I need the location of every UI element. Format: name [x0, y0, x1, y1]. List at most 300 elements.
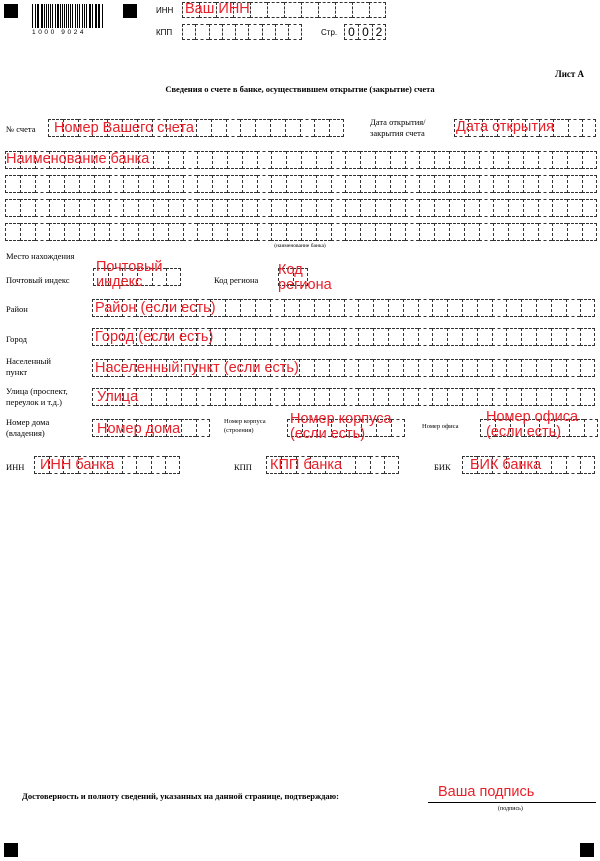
- input-cell[interactable]: [506, 328, 521, 346]
- input-cell[interactable]: [344, 388, 359, 406]
- input-cell[interactable]: [314, 328, 329, 346]
- input-cell[interactable]: [567, 175, 582, 193]
- input-cell[interactable]: [568, 119, 582, 137]
- input-cell[interactable]: [329, 119, 344, 137]
- input-cell[interactable]: [196, 419, 211, 437]
- input-cell[interactable]: [331, 151, 346, 169]
- input-cell[interactable]: [419, 223, 434, 241]
- input-cell[interactable]: [390, 223, 405, 241]
- input-cell[interactable]: [536, 359, 551, 377]
- input-cell[interactable]: [464, 151, 479, 169]
- signature-line[interactable]: [428, 802, 596, 803]
- input-cell[interactable]: [257, 199, 272, 217]
- input-cell[interactable]: [508, 151, 523, 169]
- input-cell[interactable]: [345, 223, 360, 241]
- input-cell[interactable]: [360, 151, 375, 169]
- input-cell[interactable]: [403, 388, 418, 406]
- input-cell[interactable]: [551, 328, 566, 346]
- input-cell[interactable]: [109, 199, 124, 217]
- input-cell[interactable]: [314, 388, 329, 406]
- input-cell[interactable]: [329, 359, 344, 377]
- input-cell[interactable]: [390, 175, 405, 193]
- input-cell[interactable]: [153, 223, 168, 241]
- input-cell[interactable]: [195, 24, 208, 40]
- input-cell[interactable]: [64, 199, 79, 217]
- input-cell[interactable]: [49, 223, 64, 241]
- input-cell[interactable]: [257, 175, 272, 193]
- input-cell[interactable]: [255, 299, 270, 317]
- input-cell[interactable]: [5, 199, 20, 217]
- input-cell[interactable]: [94, 223, 109, 241]
- input-cell[interactable]: [151, 388, 166, 406]
- input-cell[interactable]: [286, 175, 301, 193]
- input-cell[interactable]: [299, 299, 314, 317]
- input-cell[interactable]: [138, 175, 153, 193]
- header-kpp-boxes[interactable]: [182, 24, 302, 40]
- input-cell[interactable]: [493, 199, 508, 217]
- input-cell[interactable]: [271, 151, 286, 169]
- input-cell[interactable]: [270, 328, 285, 346]
- input-cell[interactable]: [225, 328, 240, 346]
- input-cell[interactable]: [567, 151, 582, 169]
- input-cell[interactable]: [405, 223, 420, 241]
- input-cell[interactable]: [340, 456, 355, 474]
- input-cell[interactable]: [449, 151, 464, 169]
- input-cell[interactable]: [390, 151, 405, 169]
- input-cell[interactable]: [165, 456, 180, 474]
- input-cell[interactable]: [375, 199, 390, 217]
- input-cell[interactable]: [196, 388, 211, 406]
- input-cell[interactable]: [222, 24, 235, 40]
- input-cell[interactable]: [375, 175, 390, 193]
- input-cell[interactable]: [580, 328, 595, 346]
- input-cell[interactable]: [35, 223, 50, 241]
- input-cell[interactable]: [477, 328, 492, 346]
- input-cell[interactable]: [447, 359, 462, 377]
- input-cell[interactable]: [227, 223, 242, 241]
- input-cell[interactable]: [182, 24, 195, 40]
- input-cell[interactable]: [462, 359, 477, 377]
- input-cell[interactable]: [123, 223, 138, 241]
- input-cell[interactable]: [20, 223, 35, 241]
- input-cell[interactable]: [79, 199, 94, 217]
- input-cell[interactable]: [477, 299, 492, 317]
- input-cell[interactable]: [299, 359, 314, 377]
- input-cell[interactable]: [373, 299, 388, 317]
- input-cell[interactable]: [462, 388, 477, 406]
- input-cell[interactable]: [301, 223, 316, 241]
- input-cell[interactable]: [506, 388, 521, 406]
- input-cell[interactable]: [538, 199, 553, 217]
- input-cell[interactable]: [434, 199, 449, 217]
- input-cell[interactable]: [492, 299, 507, 317]
- input-cell[interactable]: [523, 199, 538, 217]
- input-cell[interactable]: [580, 359, 595, 377]
- input-cell[interactable]: [493, 151, 508, 169]
- input-cell[interactable]: [211, 119, 226, 137]
- input-cell[interactable]: [462, 299, 477, 317]
- input-cell[interactable]: [267, 2, 284, 18]
- input-cell[interactable]: [345, 175, 360, 193]
- input-cell[interactable]: [582, 119, 596, 137]
- input-cell[interactable]: [523, 223, 538, 241]
- input-cell[interactable]: [344, 299, 359, 317]
- input-cell[interactable]: [270, 119, 285, 137]
- input-cell[interactable]: [240, 299, 255, 317]
- input-cell[interactable]: [521, 388, 536, 406]
- input-cell[interactable]: [388, 328, 403, 346]
- input-cell[interactable]: [405, 175, 420, 193]
- input-cell[interactable]: [523, 151, 538, 169]
- input-cell[interactable]: [580, 456, 595, 474]
- input-cell[interactable]: [447, 328, 462, 346]
- input-cell[interactable]: [552, 223, 567, 241]
- input-cell[interactable]: [521, 299, 536, 317]
- input-cell[interactable]: [464, 199, 479, 217]
- input-cell[interactable]: [94, 199, 109, 217]
- input-cell[interactable]: [582, 199, 597, 217]
- input-cell[interactable]: [316, 199, 331, 217]
- input-cell[interactable]: [329, 299, 344, 317]
- input-cell[interactable]: [181, 419, 196, 437]
- input-cell[interactable]: [345, 151, 360, 169]
- input-cell[interactable]: [168, 199, 183, 217]
- input-cell[interactable]: [197, 199, 212, 217]
- input-cell[interactable]: [358, 328, 373, 346]
- input-cell[interactable]: [79, 223, 94, 241]
- input-cell[interactable]: [479, 199, 494, 217]
- input-cell[interactable]: [64, 175, 79, 193]
- input-cell[interactable]: [197, 175, 212, 193]
- input-cell[interactable]: [551, 456, 566, 474]
- input-cell[interactable]: [257, 151, 272, 169]
- input-cell[interactable]: [582, 223, 597, 241]
- input-cell[interactable]: [432, 388, 447, 406]
- input-cell[interactable]: [373, 328, 388, 346]
- input-cell[interactable]: [551, 359, 566, 377]
- input-cell[interactable]: [419, 199, 434, 217]
- input-cell[interactable]: [523, 175, 538, 193]
- input-cell[interactable]: [123, 199, 138, 217]
- input-cell[interactable]: [255, 388, 270, 406]
- input-cell[interactable]: [344, 328, 359, 346]
- input-cell[interactable]: [153, 151, 168, 169]
- input-cell[interactable]: [235, 24, 248, 40]
- input-cell[interactable]: [262, 24, 275, 40]
- input-cell[interactable]: [566, 328, 581, 346]
- input-cell[interactable]: [580, 388, 595, 406]
- input-cell[interactable]: [493, 175, 508, 193]
- input-cell[interactable]: [506, 299, 521, 317]
- input-cell[interactable]: [196, 119, 211, 137]
- input-cell[interactable]: [242, 199, 257, 217]
- input-cell[interactable]: [360, 175, 375, 193]
- input-cell[interactable]: [183, 199, 198, 217]
- input-cell[interactable]: [344, 359, 359, 377]
- input-cell[interactable]: [255, 328, 270, 346]
- input-cell[interactable]: [168, 175, 183, 193]
- input-cell[interactable]: [551, 388, 566, 406]
- input-cell[interactable]: [388, 359, 403, 377]
- input-cell[interactable]: [419, 175, 434, 193]
- input-cell[interactable]: [286, 151, 301, 169]
- input-cell[interactable]: [384, 456, 399, 474]
- input-cell[interactable]: [449, 223, 464, 241]
- input-cell[interactable]: [183, 175, 198, 193]
- input-cell[interactable]: [492, 328, 507, 346]
- input-cell[interactable]: [418, 299, 433, 317]
- input-cell[interactable]: [316, 223, 331, 241]
- input-cell[interactable]: [248, 24, 261, 40]
- input-cell[interactable]: [580, 299, 595, 317]
- input-cell[interactable]: [318, 2, 335, 18]
- input-cell[interactable]: [479, 175, 494, 193]
- input-cell[interactable]: [418, 328, 433, 346]
- input-cell[interactable]: [250, 2, 267, 18]
- input-cell[interactable]: [270, 299, 285, 317]
- input-cell[interactable]: [286, 223, 301, 241]
- input-cell[interactable]: [284, 328, 299, 346]
- input-cell[interactable]: [375, 151, 390, 169]
- input-cell[interactable]: [79, 175, 94, 193]
- input-cell[interactable]: [255, 119, 270, 137]
- input-cell[interactable]: [355, 456, 370, 474]
- input-cell[interactable]: [447, 388, 462, 406]
- input-cell[interactable]: [331, 223, 346, 241]
- input-cell[interactable]: [358, 359, 373, 377]
- input-cell[interactable]: [49, 199, 64, 217]
- input-cell[interactable]: [153, 175, 168, 193]
- input-cell[interactable]: [242, 175, 257, 193]
- input-cell[interactable]: [316, 175, 331, 193]
- input-cell[interactable]: [373, 388, 388, 406]
- input-cell[interactable]: [434, 175, 449, 193]
- input-cell[interactable]: [449, 199, 464, 217]
- input-cell[interactable]: [434, 223, 449, 241]
- input-cell[interactable]: [136, 388, 151, 406]
- input-cell[interactable]: [284, 299, 299, 317]
- input-cell[interactable]: [316, 151, 331, 169]
- input-cell[interactable]: [271, 223, 286, 241]
- input-cell[interactable]: [210, 388, 225, 406]
- input-cell[interactable]: [358, 388, 373, 406]
- input-cell[interactable]: [521, 328, 536, 346]
- input-cell[interactable]: [109, 223, 124, 241]
- input-cell[interactable]: [212, 151, 227, 169]
- input-cell[interactable]: [567, 223, 582, 241]
- input-cell[interactable]: [284, 388, 299, 406]
- input-cell[interactable]: [212, 175, 227, 193]
- input-cell[interactable]: [197, 151, 212, 169]
- input-cell[interactable]: [418, 388, 433, 406]
- input-cell[interactable]: [447, 299, 462, 317]
- input-cell[interactable]: [285, 119, 300, 137]
- input-cell[interactable]: [284, 2, 301, 18]
- input-cell[interactable]: [257, 223, 272, 241]
- input-cell[interactable]: [138, 223, 153, 241]
- input-cell[interactable]: [181, 388, 196, 406]
- input-cell[interactable]: [432, 328, 447, 346]
- input-cell[interactable]: [209, 24, 222, 40]
- input-cell[interactable]: [345, 199, 360, 217]
- input-cell[interactable]: [405, 199, 420, 217]
- input-cell[interactable]: [369, 2, 386, 18]
- input-cell[interactable]: [493, 223, 508, 241]
- input-cell[interactable]: [212, 223, 227, 241]
- input-cell[interactable]: [301, 151, 316, 169]
- input-cell[interactable]: [403, 328, 418, 346]
- input-cell[interactable]: [492, 388, 507, 406]
- input-cell[interactable]: [138, 199, 153, 217]
- input-cell[interactable]: [5, 223, 20, 241]
- input-cell[interactable]: [240, 119, 255, 137]
- input-cell[interactable]: [151, 456, 166, 474]
- input-cell[interactable]: [566, 299, 581, 317]
- input-cell[interactable]: [449, 175, 464, 193]
- input-cell[interactable]: [286, 199, 301, 217]
- input-cell[interactable]: [227, 175, 242, 193]
- input-cell[interactable]: [360, 199, 375, 217]
- input-cell[interactable]: [479, 223, 494, 241]
- input-cell[interactable]: [566, 456, 581, 474]
- input-cell[interactable]: [464, 175, 479, 193]
- input-cell[interactable]: [301, 199, 316, 217]
- input-cell[interactable]: [566, 388, 581, 406]
- input-cell[interactable]: [582, 175, 597, 193]
- input-cell[interactable]: [299, 388, 314, 406]
- input-cell[interactable]: [197, 223, 212, 241]
- input-cell[interactable]: [536, 328, 551, 346]
- input-cell[interactable]: [553, 119, 567, 137]
- input-cell[interactable]: [314, 299, 329, 317]
- input-cell[interactable]: [122, 456, 137, 474]
- input-cell[interactable]: [552, 151, 567, 169]
- input-cell[interactable]: [464, 223, 479, 241]
- input-cell[interactable]: [358, 299, 373, 317]
- input-cell[interactable]: [94, 175, 109, 193]
- input-cell[interactable]: [49, 175, 64, 193]
- input-cell[interactable]: [538, 151, 553, 169]
- input-cell[interactable]: [335, 2, 352, 18]
- input-cell[interactable]: [552, 175, 567, 193]
- input-cell[interactable]: [403, 299, 418, 317]
- input-cell[interactable]: [240, 328, 255, 346]
- input-cell[interactable]: [136, 456, 151, 474]
- input-cell[interactable]: [536, 388, 551, 406]
- input-cell[interactable]: [506, 359, 521, 377]
- input-cell[interactable]: [432, 359, 447, 377]
- input-cell[interactable]: [331, 199, 346, 217]
- input-cell[interactable]: [153, 199, 168, 217]
- input-cell[interactable]: [551, 299, 566, 317]
- input-cell[interactable]: [227, 199, 242, 217]
- input-cell[interactable]: [390, 199, 405, 217]
- input-cell[interactable]: [352, 2, 369, 18]
- input-cell[interactable]: [373, 359, 388, 377]
- input-cell[interactable]: [329, 328, 344, 346]
- input-cell[interactable]: [109, 175, 124, 193]
- input-cell[interactable]: [166, 388, 181, 406]
- bank-name-row-4[interactable]: [5, 223, 597, 241]
- input-cell[interactable]: [405, 151, 420, 169]
- input-cell[interactable]: [168, 223, 183, 241]
- input-cell[interactable]: [582, 151, 597, 169]
- input-cell[interactable]: [183, 223, 198, 241]
- input-cell[interactable]: [20, 175, 35, 193]
- input-cell[interactable]: [5, 175, 20, 193]
- input-cell[interactable]: [300, 119, 315, 137]
- input-cell[interactable]: [370, 456, 385, 474]
- input-cell[interactable]: [477, 388, 492, 406]
- input-cell[interactable]: [271, 175, 286, 193]
- input-cell[interactable]: [388, 299, 403, 317]
- input-cell[interactable]: [212, 199, 227, 217]
- input-cell[interactable]: [225, 299, 240, 317]
- input-cell[interactable]: [552, 199, 567, 217]
- input-cell[interactable]: [225, 388, 240, 406]
- input-cell[interactable]: [242, 223, 257, 241]
- input-cell[interactable]: [227, 151, 242, 169]
- input-cell[interactable]: [226, 119, 241, 137]
- bank-name-row-2[interactable]: [5, 175, 597, 193]
- input-cell[interactable]: [314, 359, 329, 377]
- input-cell[interactable]: [331, 175, 346, 193]
- input-cell[interactable]: [242, 151, 257, 169]
- input-cell[interactable]: [479, 151, 494, 169]
- input-cell[interactable]: [567, 199, 582, 217]
- input-cell[interactable]: [403, 359, 418, 377]
- input-cell[interactable]: [271, 199, 286, 217]
- input-cell[interactable]: [492, 359, 507, 377]
- input-cell[interactable]: [270, 388, 285, 406]
- input-cell[interactable]: [360, 223, 375, 241]
- input-cell[interactable]: [419, 151, 434, 169]
- input-cell[interactable]: [508, 175, 523, 193]
- input-cell[interactable]: [240, 388, 255, 406]
- input-cell[interactable]: [508, 223, 523, 241]
- input-cell[interactable]: [538, 223, 553, 241]
- input-cell[interactable]: [434, 151, 449, 169]
- input-cell[interactable]: [35, 199, 50, 217]
- input-cell[interactable]: [536, 299, 551, 317]
- input-cell[interactable]: [462, 328, 477, 346]
- input-cell[interactable]: [538, 175, 553, 193]
- input-cell[interactable]: [64, 223, 79, 241]
- input-cell[interactable]: [35, 175, 50, 193]
- input-cell[interactable]: [477, 359, 492, 377]
- street-boxes[interactable]: [92, 388, 595, 406]
- input-cell[interactable]: [299, 328, 314, 346]
- input-cell[interactable]: [275, 24, 288, 40]
- input-cell[interactable]: [508, 199, 523, 217]
- input-cell[interactable]: [329, 388, 344, 406]
- input-cell[interactable]: [301, 2, 318, 18]
- input-cell[interactable]: [314, 119, 329, 137]
- input-cell[interactable]: [168, 151, 183, 169]
- input-cell[interactable]: [301, 175, 316, 193]
- input-cell[interactable]: [388, 388, 403, 406]
- input-cell[interactable]: [521, 359, 536, 377]
- input-cell[interactable]: [566, 359, 581, 377]
- input-cell[interactable]: [20, 199, 35, 217]
- input-cell[interactable]: [288, 24, 301, 40]
- input-cell[interactable]: [432, 299, 447, 317]
- bank-name-row-3[interactable]: [5, 199, 597, 217]
- input-cell[interactable]: [183, 151, 198, 169]
- input-cell[interactable]: [418, 359, 433, 377]
- input-cell[interactable]: [123, 175, 138, 193]
- input-cell[interactable]: [375, 223, 390, 241]
